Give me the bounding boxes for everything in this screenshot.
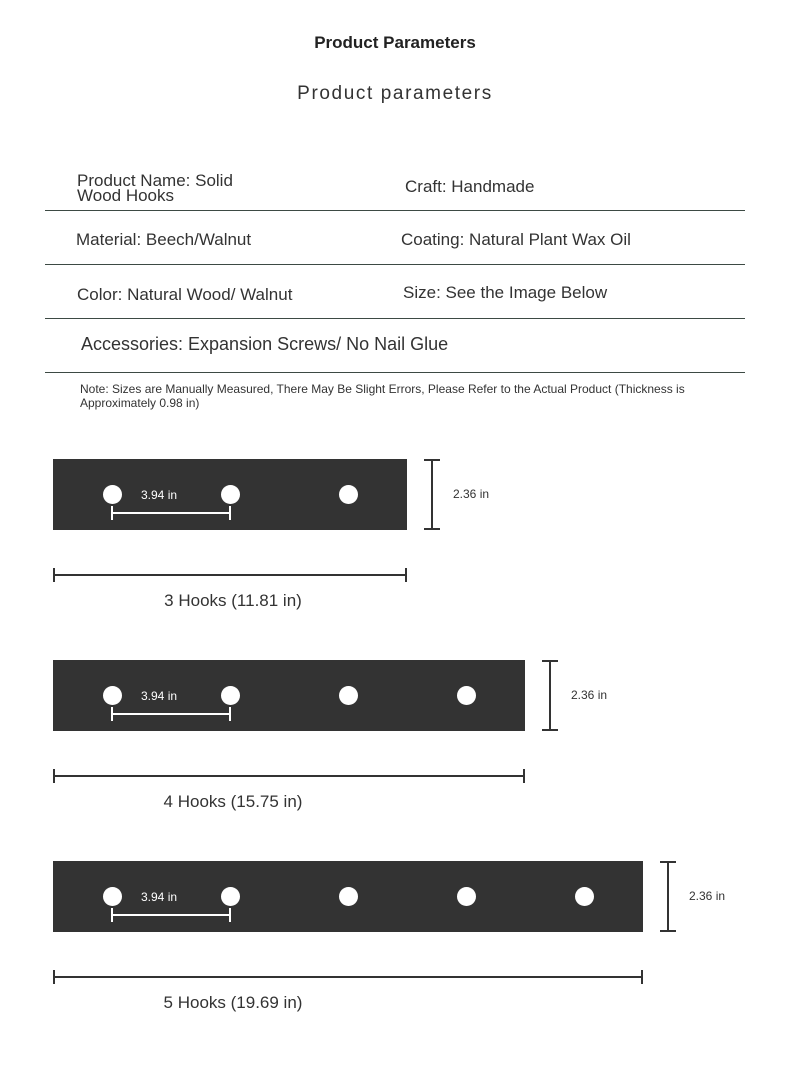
table-divider [45,372,745,373]
param-material: Material: Beech/Walnut [76,230,252,249]
hole-spacing-dimension-line [112,914,230,916]
mounting-hole [221,686,240,705]
length-label: 4 Hooks (15.75 in) [163,792,303,811]
height-dimension-tick [542,660,558,662]
height-dimension-tick [660,930,676,932]
hole-spacing-label: 3.94 in [141,890,178,904]
length-dimension-line [53,976,643,978]
hole-spacing-tick [111,506,113,520]
param-coating: Coating: Natural Plant Wax Oil [401,230,631,249]
mounting-hole [221,887,240,906]
page-title: Product Parameters [314,33,476,52]
param-accessories: Accessories: Expansion Screws/ No Nail Glue [81,334,449,354]
hole-spacing-dimension-line [112,713,230,715]
hole-spacing-tick [229,908,231,922]
size-note: Note: Sizes are Manually Measured, There May Be Slight Errors, Please Refer to the Actual Product (Thickness is Approximately 0.98 in) [80,382,685,410]
hook-board [53,861,643,932]
hole-spacing-dimension-line [112,512,230,514]
height-dimension-tick [424,528,440,530]
height-label: 2.36 in [689,889,726,903]
mounting-hole [339,887,358,906]
hole-spacing-tick [229,506,231,520]
param-product-name-line2: Wood Hooks [77,186,175,205]
height-dimension-tick [424,459,440,461]
param-size: Size: See the Image Below [403,283,608,302]
length-dimension-tick [641,970,643,984]
table-divider [45,264,745,265]
mounting-hole [339,686,358,705]
hole-spacing-tick [111,908,113,922]
param-color: Color: Natural Wood/ Walnut [77,285,293,304]
height-dimension-line [431,459,433,530]
hole-spacing-label: 3.94 in [141,689,178,703]
length-dimension-tick [53,970,55,984]
length-label: 5 Hooks (19.69 in) [163,993,303,1012]
table-divider [45,210,745,211]
hole-spacing-tick [111,707,113,721]
mounting-hole [457,686,476,705]
length-label: 3 Hooks (11.81 in) [164,591,302,610]
mounting-hole [221,485,240,504]
hook-board [53,660,525,731]
page-subtitle: Product parameters [297,83,493,104]
mounting-hole [103,686,122,705]
mounting-hole [457,887,476,906]
length-dimension-tick [53,568,55,582]
height-dimension-tick [542,729,558,731]
height-dimension-line [667,861,669,932]
length-dimension-tick [523,769,525,783]
hole-spacing-label: 3.94 in [141,488,178,502]
length-dimension-tick [405,568,407,582]
length-dimension-tick [53,769,55,783]
length-dimension-line [53,574,407,576]
length-dimension-line [53,775,525,777]
height-dimension-tick [660,861,676,863]
param-product-name-line1: Product Name: Solid [77,171,233,190]
mounting-hole [103,887,122,906]
param-product-name [77,173,233,203]
param-craft: Craft: Handmade [405,177,535,196]
mounting-hole [575,887,594,906]
height-label: 2.36 in [571,688,608,702]
table-divider [45,318,745,319]
mounting-hole [103,485,122,504]
height-dimension-line [549,660,551,731]
hole-spacing-tick [229,707,231,721]
height-label: 2.36 in [453,487,490,501]
mounting-hole [339,485,358,504]
hook-board [53,459,407,530]
